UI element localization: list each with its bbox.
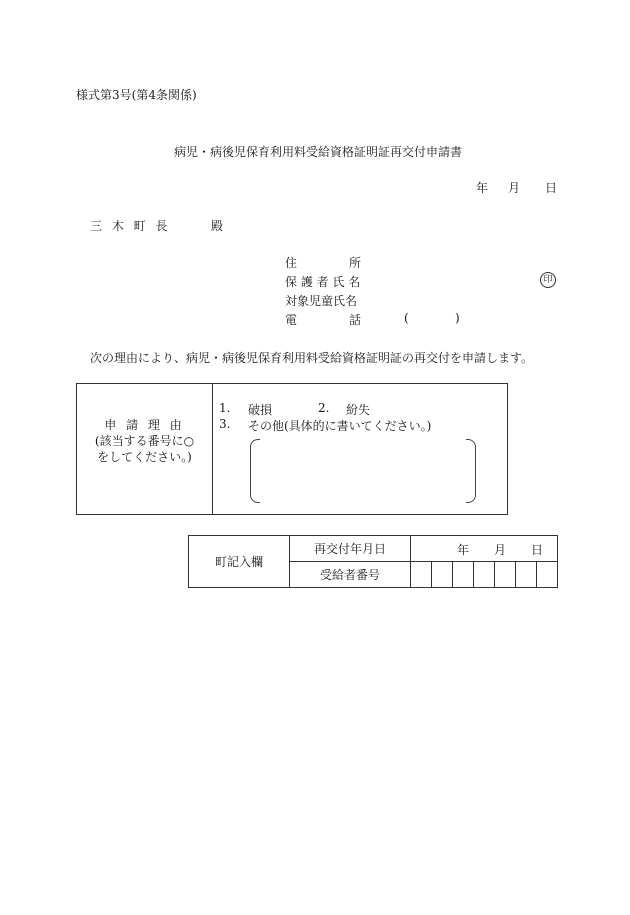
reissue-date-year: 年 (457, 543, 470, 557)
reissue-date-day: 日 (531, 543, 544, 557)
recipient-number-digit (495, 562, 516, 588)
office-use-header: 町記入欄 (189, 536, 290, 588)
addressee-name: 三 木 町 長 (90, 219, 171, 233)
reissue-date-label: 再交付年月日 (290, 536, 411, 562)
other-reason-input[interactable] (262, 441, 464, 501)
other-reason-bracket-left (250, 439, 260, 503)
option-1-text: 破損 (248, 403, 273, 417)
phone-label: 電 話 (285, 313, 366, 327)
guardian-name-label: 保 護 者 氏 名 (285, 275, 361, 289)
other-reason-bracket-right (466, 439, 476, 503)
phone-paren-open: ( (404, 311, 409, 325)
form-number: 様式第3号(第4条関係) (76, 88, 197, 102)
date-day: 日 (545, 181, 558, 195)
date-year: 年 (476, 181, 489, 195)
child-name-label: 対象児童氏名 (285, 294, 358, 308)
recipient-number-digit (474, 562, 495, 588)
phone-paren-close: ) (455, 311, 460, 325)
reason-label-instruction-1: (該当する番号に○ (94, 434, 195, 448)
option-2-number: 2. (318, 401, 330, 415)
option-3-number: 3. (219, 417, 231, 431)
recipient-number-digit (432, 562, 453, 588)
reason-label-title: 申 請 理 由 (104, 418, 185, 432)
recipient-number-digit (453, 562, 474, 588)
request-statement: 次の理由により、病児・病後児保育利用料受給資格証明証の再交付を申請します。 (90, 351, 534, 365)
seal-mark: 印 (540, 272, 556, 288)
reissue-date-month: 月 (494, 543, 507, 557)
option-1-number: 1. (219, 401, 231, 415)
option-3-text: その他(具体的に書いてください。) (248, 419, 432, 433)
addressee-honorific: 殿 (211, 219, 224, 233)
recipient-number-digit (411, 562, 432, 588)
option-2-text: 紛失 (346, 403, 371, 417)
recipient-number-digit (537, 562, 558, 588)
reason-label-cell (77, 384, 213, 514)
reissue-date-cell (411, 536, 558, 562)
recipient-number-digit (516, 562, 537, 588)
recipient-number-label: 受給者番号 (290, 562, 411, 588)
date-month: 月 (508, 181, 521, 195)
reason-label-instruction-2: をしてください。) (97, 450, 192, 464)
page-title: 病児・病後児保育利用料受給資格証明証再交付申請書 (174, 145, 463, 159)
address-label: 住 所 (285, 256, 366, 270)
office-use-table (188, 535, 558, 588)
